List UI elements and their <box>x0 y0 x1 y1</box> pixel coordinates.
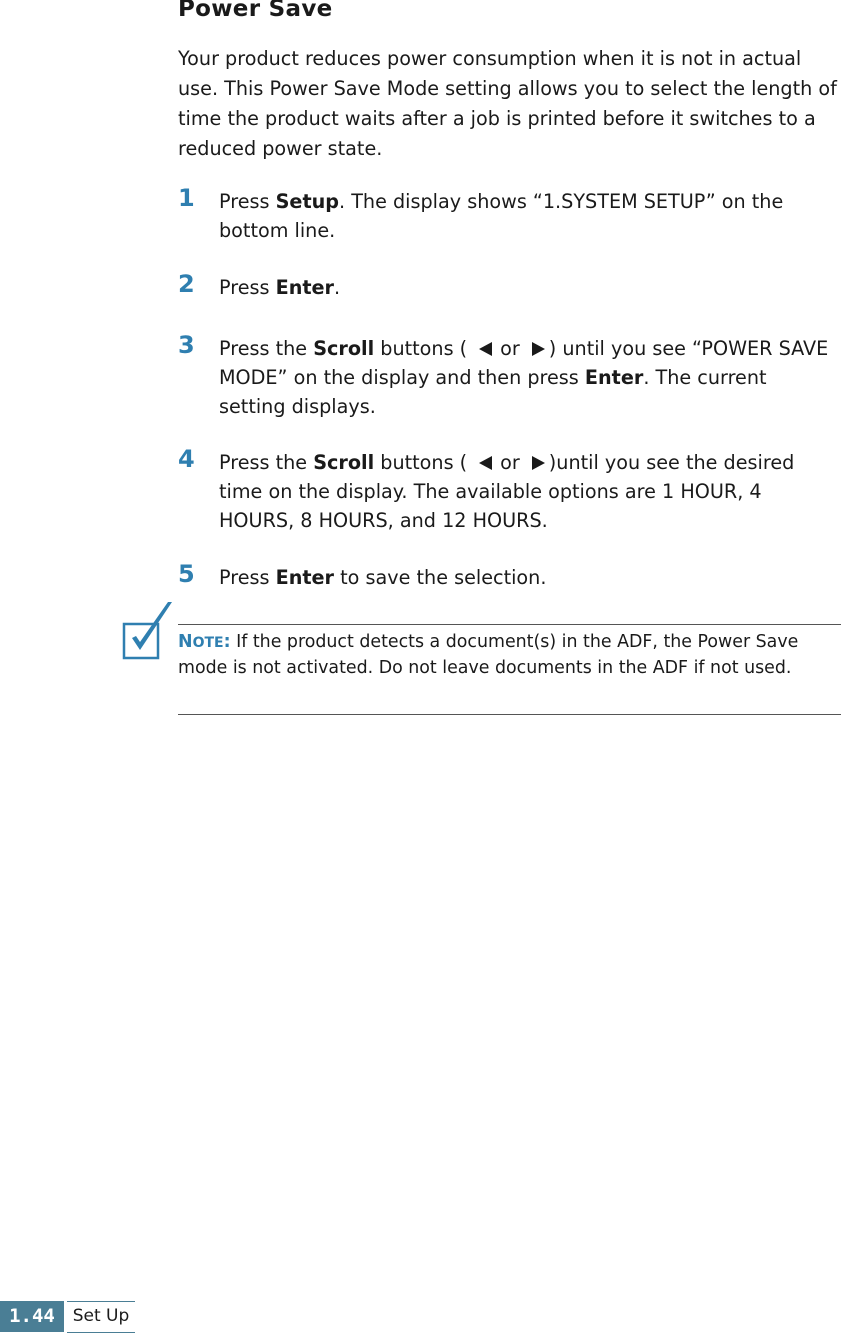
step-text: Press Enter to save the selection. <box>219 566 547 589</box>
intro-paragraph: Your product reduces power consumption when it is not in actual use. This Power Save Mode setting allows you to select the length of time the product waits after a job is printed before it switches to a reduced power state. <box>178 47 837 160</box>
page-title: Power Save <box>178 0 333 22</box>
step-number: 5 <box>178 560 195 588</box>
step-text: Press the Scroll buttons ( or ) until you see “POWER SAVE MODE” on the display and then press Enter. The current setting displays. <box>219 337 829 418</box>
step-number: 3 <box>178 331 195 359</box>
step-number: 1 <box>178 184 195 212</box>
scroll-right-icon <box>532 456 545 470</box>
note-label: NOTE: <box>178 632 231 652</box>
step-text: Press Setup. The display shows “1.SYSTEM SETUP” on the bottom line. <box>219 190 784 242</box>
scroll-right-icon <box>532 342 545 356</box>
section-label: Set Up <box>67 1301 135 1333</box>
page-number: 1.44 <box>0 1301 64 1332</box>
note-top-rule <box>178 624 841 625</box>
step-text: Press Enter. <box>219 276 341 299</box>
step-text: Press the Scroll buttons ( or )until you see the desired time on the display. The available options are 1 HOUR, 4 HOURS, 8 HOURS, and 12 HOURS. <box>219 451 795 532</box>
scroll-left-icon <box>479 456 492 470</box>
step-number: 2 <box>178 270 195 298</box>
note-bottom-rule <box>178 714 841 715</box>
step-number: 4 <box>178 445 195 473</box>
scroll-left-icon <box>479 342 492 356</box>
note-checkmark-icon <box>120 600 176 664</box>
note-text: NOTE: If the product detects a document(s) in the ADF, the Power Save mode is not activated. Do not leave documents in the ADF if not used. <box>178 632 799 678</box>
